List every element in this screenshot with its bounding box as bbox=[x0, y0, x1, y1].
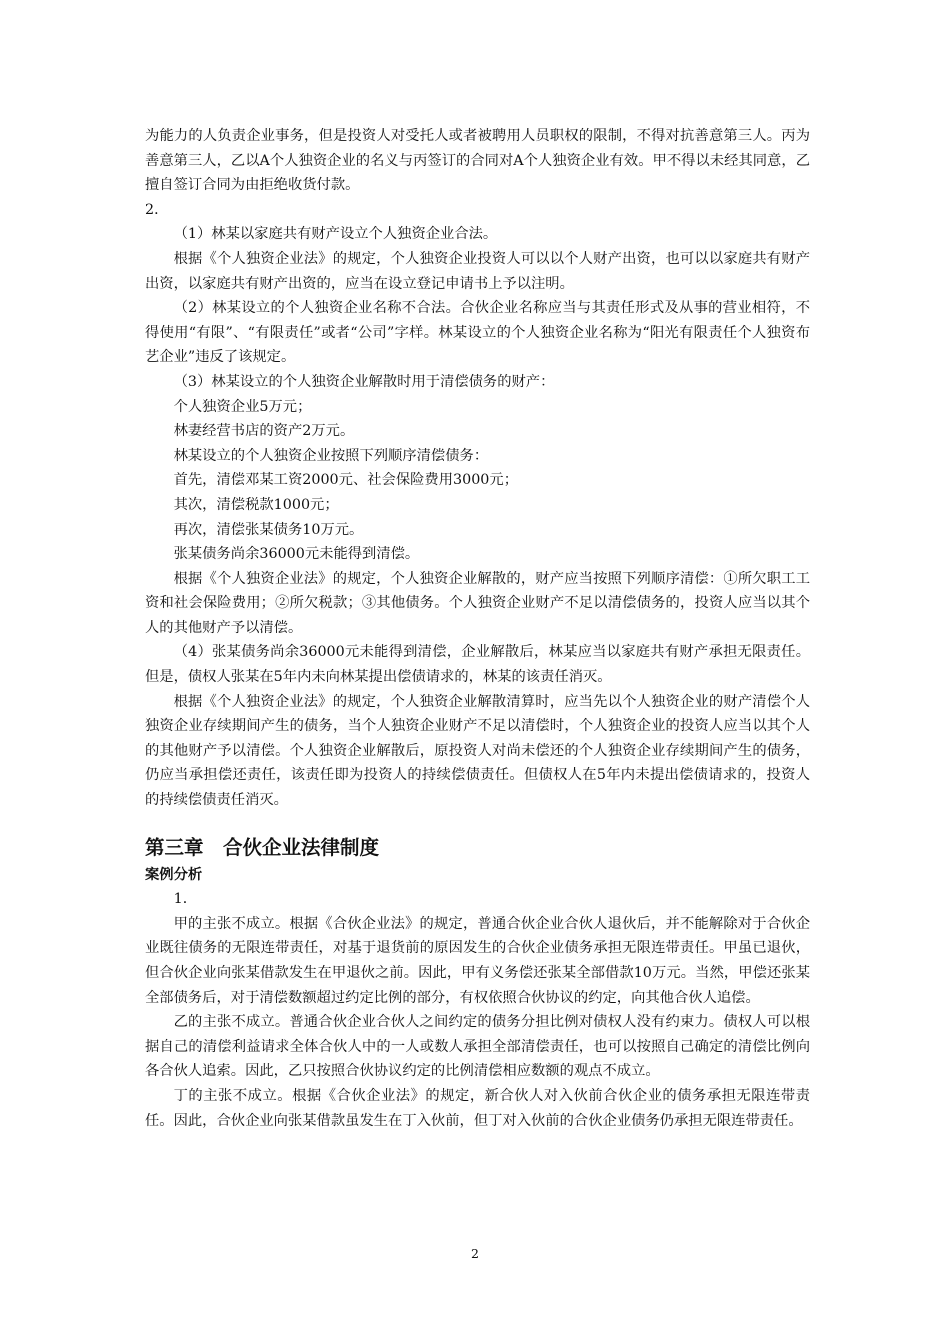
paragraph: （4）张某债务尚余36000元未能得到清偿，企业解散后，林某应当以家庭共有财产承担无限责任。但是，债权人张某在5年内未向林某提出偿债请求的，林某的该责任消灭。 bbox=[145, 644, 810, 686]
paragraph: 丁的主张不成立。根据《合伙企业法》的规定，新合伙人对入伙前合伙企业的债务承担无限连带责任。因此，合伙企业向张某借款虽发生在丁入伙前，但丁对入伙前的合伙企业债务仍承担无限连带责任。 bbox=[145, 1087, 810, 1129]
page-number: 2 bbox=[471, 1246, 479, 1261]
paragraph: （2）林某设立的个人独资企业名称不合法。合伙企业名称应当与其责任形式及从事的营业相符，不得使用“有限”、“有限责任”或者“公司”字样。林某设立的个人独资企业名称为“阳光有限责任个人独资布艺企业”违反了该规定。 bbox=[145, 300, 810, 366]
section-heading: 案例分析 bbox=[145, 866, 203, 883]
body-text bbox=[145, 124, 810, 1133]
paragraph: 乙的主张不成立。普通合伙企业合伙人之间约定的债务分担比例对债权人没有约束力。债权人可以根据自己的清偿利益请求全体合伙人中的一人或数人承担全部清偿责任，也可以按照自己确定的清偿比例向各合伙人追索。因此，乙只按照合伙协议约定的比例清偿相应数额的观点不成立。 bbox=[145, 1014, 810, 1080]
paragraph: （1）林某以家庭共有财产设立个人独资企业合法。 bbox=[173, 226, 498, 243]
item-number: 2． bbox=[145, 201, 169, 218]
paragraph: 根据《个人独资企业法》的规定，个人独资企业解散清算时，应当先以个人独资企业的财产清偿个人独资企业存续期间产生的债务，当个人独资企业财产不足以清偿时，个人独资企业的投资人应当以其个人的其他财产予以清偿。个人独资企业解散后，原投资人对尚未偿还的个人独资企业存续期间产生的债务，仍应当承担偿还责任，该责任即为投资人的持续偿债责任。但债权人在5年内未提出偿债请求的，投资人的持续偿债责任消灭。 bbox=[145, 693, 810, 809]
paragraph: 根据《个人独资企业法》的规定，个人独资企业解散的，财产应当按照下列顺序清偿：①所欠职工工资和社会保险费用；②所欠税款；③其他债务。个人独资企业财产不足以清偿债务的，投资人应当以其个人的其他财产予以清偿。 bbox=[145, 570, 810, 636]
paragraph: 再次，清偿张某债务10万元。 bbox=[173, 521, 364, 538]
paragraph: 个人独资企业5万元； bbox=[173, 398, 312, 415]
paragraph: 林妻经营书店的资产2万元。 bbox=[173, 423, 355, 440]
paragraph: 首先，清偿邓某工资2000元、社会保险费用3000元； bbox=[173, 472, 519, 489]
paragraph: 根据《个人独资企业法》的规定，个人独资企业投资人可以以个人财产出资，也可以以家庭共有财产出资，以家庭共有财产出资的，应当在设立登记申请书上予以注明。 bbox=[145, 250, 810, 292]
chapter-title: 第三章 合伙企业法律制度 bbox=[145, 835, 380, 859]
item-number: 1． bbox=[173, 891, 197, 908]
paragraph: 甲的主张不成立。根据《合伙企业法》的规定，普通合伙企业合伙人退伙后，并不能解除对于合伙企业既往债务的无限连带责任，对基于退货前的原因发生的合伙企业债务承担无限连带责任。甲虽已退伙，但合伙企业向张某借款发生在甲退伙之前。因此，甲有义务偿还张某全部借款10万元。当然，甲偿还张某全部债务后，对于清偿数额超过约定比例的部分，有权依照合伙协议的约定，向其他合伙人追偿。 bbox=[145, 915, 810, 1006]
paragraph: （3）林某设立的个人独资企业解散时用于清偿债务的财产： bbox=[173, 373, 555, 390]
paragraph: 张某债务尚余36000元未能得到清偿。 bbox=[173, 546, 420, 563]
paragraph: 其次，清偿税款1000元； bbox=[173, 496, 339, 513]
paragraph: 林某设立的个人独资企业按照下列顺序清偿债务： bbox=[173, 447, 489, 464]
paragraph: 为能力的人负责企业事务，但是投资人对受托人或者被聘用人员职权的限制，不得对抗善意第三人。丙为善意第三人，乙以A个人独资企业的名义与丙签订的合同对A个人独资企业有效。甲不得以未经其同意，乙擅自签订合同为由拒绝收货付款。 bbox=[145, 128, 810, 194]
